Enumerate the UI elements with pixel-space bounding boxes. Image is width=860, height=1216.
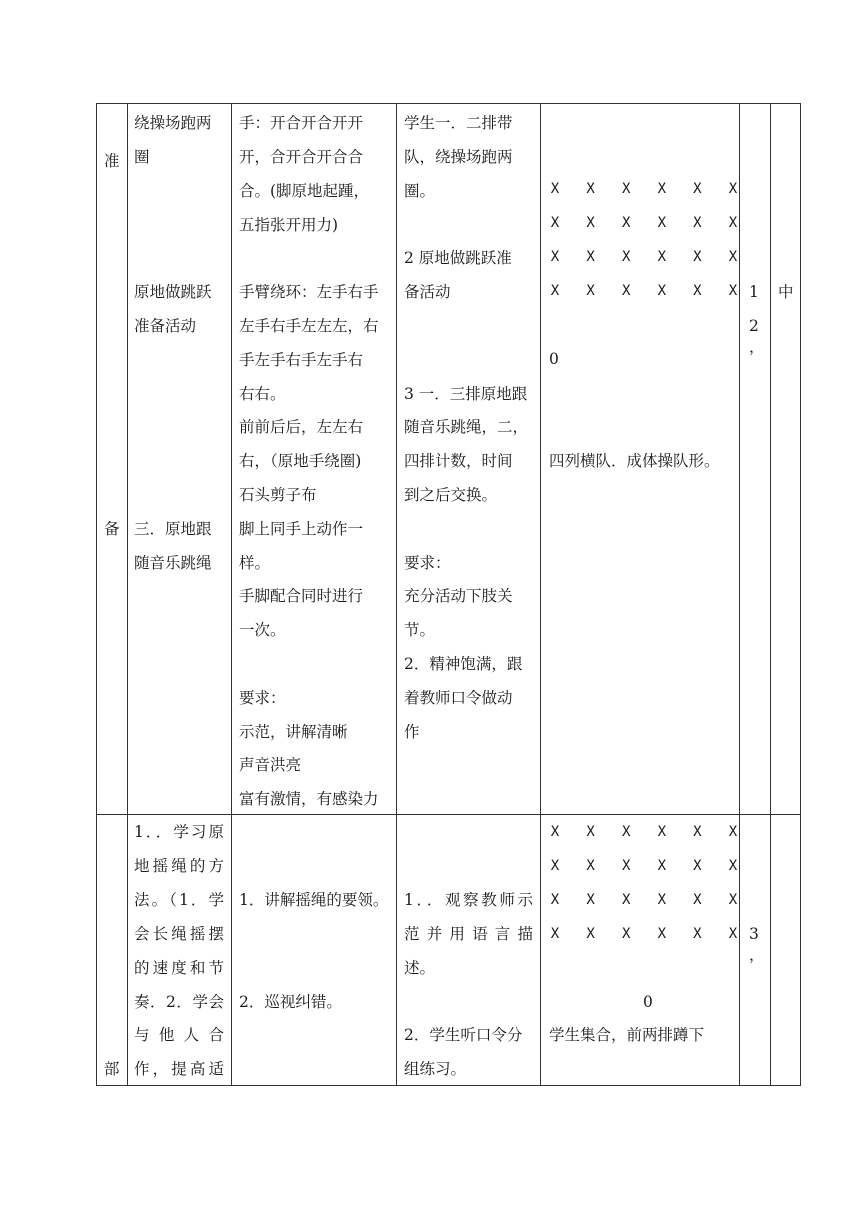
student-marker: X	[657, 892, 666, 908]
teacher-line: 要求：	[239, 689, 286, 707]
section-label: 准	[104, 152, 120, 170]
student-marker: X	[728, 215, 738, 231]
table-border-top	[96, 103, 801, 104]
student-line: 2 原地做跳跃准	[404, 249, 512, 267]
student-marker: X	[728, 249, 738, 265]
student-marker: X	[728, 824, 738, 840]
student-line: 着教师口令做动	[404, 689, 513, 707]
student-marker: X	[550, 249, 560, 265]
student-marker: X	[693, 215, 702, 231]
teacher-line: 2．巡视纠错。	[239, 993, 342, 1011]
formation-note: 四列横队．成体操队形。	[549, 452, 720, 470]
student-marker: X	[621, 181, 631, 197]
student-line: 四排计数，时间	[404, 452, 513, 470]
student-line: 1．．观察教师示	[404, 891, 533, 909]
content-line: 1．．学习原	[134, 823, 224, 841]
student-line: 要求：	[404, 554, 451, 572]
content-line: 三．原地跟	[134, 520, 212, 538]
content-line: 会长绳摇摆	[134, 925, 224, 943]
time-char: 2	[749, 317, 759, 335]
student-line: 节。	[404, 621, 436, 639]
student-marker: X	[657, 181, 666, 197]
student-line: 述。	[404, 959, 436, 977]
student-marker: X	[621, 858, 631, 874]
content-line: 法。（1．学	[134, 891, 224, 909]
student-line: 圈。	[404, 182, 436, 200]
teacher-line: 石头剪子布	[239, 486, 317, 504]
teacher-line: 手臂绕环：左手右手	[239, 283, 379, 301]
student-marker: X	[550, 181, 560, 197]
formation-row	[549, 274, 739, 308]
teacher-line: 手左手右手左手右	[239, 351, 364, 369]
content-line: 绕操场跑两	[134, 114, 212, 132]
student-line: 2．学生听口令分	[404, 1026, 523, 1044]
student-marker: X	[621, 283, 631, 299]
student-line: 组练习。	[404, 1060, 467, 1078]
content-line: 的速度和节	[134, 959, 224, 977]
content-line: 作，提高适	[134, 1060, 224, 1078]
teacher-line: 声音洪亮	[239, 756, 302, 774]
content-line: 地摇绳的方	[134, 857, 224, 875]
content-line: 与他人合	[134, 1026, 224, 1044]
teacher-line: 样。	[239, 554, 271, 572]
student-marker: X	[550, 215, 560, 231]
teacher-line: 富有激情，有感染力	[239, 790, 379, 808]
teacher-line: 脚上同手上动作一	[239, 520, 364, 538]
student-line: 随音乐跳绳，二，	[404, 418, 529, 436]
student-marker: X	[693, 181, 702, 197]
student-marker: X	[657, 283, 666, 299]
student-marker: X	[550, 283, 560, 299]
student-marker: X	[693, 249, 702, 265]
student-line: 作	[404, 723, 420, 741]
student-line: 范并用语言描	[404, 925, 533, 943]
content-line: 准备活动	[134, 317, 197, 335]
teacher-marker: 0	[549, 350, 559, 368]
teacher-line: 五指张开用力)	[239, 216, 339, 234]
formation-row	[549, 849, 739, 883]
student-marker: X	[586, 249, 595, 265]
teacher-line: 前前后后，左左右	[239, 418, 364, 436]
col-line	[770, 103, 771, 1086]
student-line: 学生一．二排带	[404, 114, 513, 132]
formation-row	[549, 917, 739, 951]
student-marker: X	[657, 215, 666, 231]
student-marker: X	[550, 858, 560, 874]
student-marker: X	[586, 858, 595, 874]
content-line: 奏．2．学会	[134, 993, 224, 1011]
teacher-line: 示范，讲解清晰	[239, 723, 348, 741]
col-line	[800, 103, 801, 1086]
formation-row	[549, 172, 739, 206]
student-line: 到之后交换。	[404, 486, 498, 504]
teacher-line: 左手右手左左左，右	[239, 317, 379, 335]
formation-note: 学生集合，前两排蹲下	[549, 1026, 705, 1044]
student-marker: X	[621, 249, 631, 265]
content-line: 圈	[134, 148, 150, 166]
student-marker: X	[586, 824, 595, 840]
student-line: 2．精神饱满，跟	[404, 655, 523, 673]
col-line	[127, 103, 128, 1086]
time-char: 1	[749, 283, 759, 301]
teacher-line: 手：开合开合开开	[239, 114, 364, 132]
teacher-line: 一次。	[239, 621, 286, 639]
teacher-line: 右，（原地手绕圈)	[239, 452, 362, 470]
content-line: 原地做跳跃	[134, 283, 212, 301]
student-marker: X	[728, 181, 738, 197]
student-marker: X	[586, 926, 595, 942]
student-marker: X	[657, 824, 666, 840]
student-marker: X	[728, 283, 738, 299]
section-label: 部	[104, 1060, 120, 1078]
student-marker: X	[621, 824, 631, 840]
intensity-label: 中	[778, 283, 794, 301]
student-line: 备活动	[404, 283, 451, 301]
student-marker: X	[621, 892, 631, 908]
student-marker: X	[693, 283, 702, 299]
student-marker: X	[657, 249, 666, 265]
student-marker: X	[657, 926, 666, 942]
teacher-line: 手脚配合同时进行	[239, 587, 364, 605]
formation-row	[549, 240, 739, 274]
student-marker: X	[550, 926, 560, 942]
student-marker: X	[586, 283, 595, 299]
student-marker: X	[728, 892, 738, 908]
student-marker: X	[728, 926, 738, 942]
student-marker: X	[728, 858, 738, 874]
student-marker: X	[550, 892, 560, 908]
time-char: ，	[749, 946, 765, 964]
student-line: 3 一．三排原地跟	[404, 385, 528, 403]
formation-row	[549, 815, 739, 849]
content-line: 随音乐跳绳	[134, 554, 212, 572]
teacher-marker: 0	[643, 993, 653, 1011]
formation-row	[549, 883, 739, 917]
student-marker: X	[586, 181, 595, 197]
col-line	[396, 103, 397, 1086]
col-line	[540, 103, 541, 1086]
col-line	[231, 103, 232, 1086]
student-marker: X	[693, 858, 702, 874]
section-label: 备	[104, 520, 120, 538]
student-line: 充分活动下肢关	[404, 587, 513, 605]
student-marker: X	[621, 926, 631, 942]
col-line	[96, 103, 97, 1086]
time-char: 3	[749, 925, 759, 943]
formation-row	[549, 206, 739, 240]
student-marker: X	[550, 824, 560, 840]
teacher-line: 右右。	[239, 385, 286, 403]
student-marker: X	[621, 215, 631, 231]
teacher-line: 1．讲解摇绳的要领。	[239, 891, 389, 909]
teacher-line: 开，合开合开合合	[239, 148, 364, 166]
student-marker: X	[586, 215, 595, 231]
student-marker: X	[657, 858, 666, 874]
teacher-line: 合。(脚原地起踵，	[239, 182, 370, 200]
student-marker: X	[693, 926, 702, 942]
student-line: 队，绕操场跑两	[404, 148, 513, 166]
student-marker: X	[693, 892, 702, 908]
student-marker: X	[586, 892, 595, 908]
student-marker: X	[693, 824, 702, 840]
time-char: ，	[749, 338, 765, 356]
col-line	[739, 103, 740, 1086]
